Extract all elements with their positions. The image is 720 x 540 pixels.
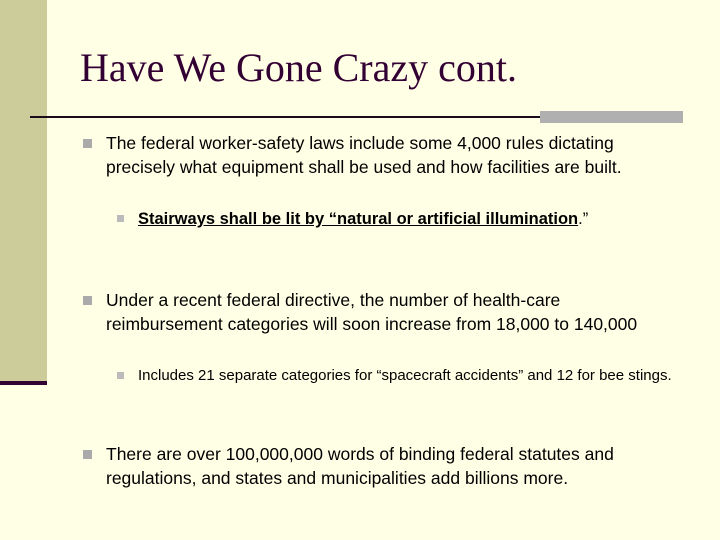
sub-bullet-tail: .” [578, 210, 589, 228]
square-bullet-icon [83, 450, 92, 459]
bullet-3 [106, 442, 706, 490]
square-bullet-icon [117, 372, 124, 379]
bullet-1 [106, 131, 646, 179]
sub-bullet-1 [138, 207, 608, 231]
square-bullet-icon [83, 296, 92, 305]
bullet-text: Under a recent federal directive, the number of health-care reimbursement categories will soon increase from 18,000 to 140,000 [106, 290, 638, 334]
sidebar-divider [0, 381, 47, 385]
sub-bullet-2 [138, 365, 678, 386]
bold-underlined-text: Stairways shall be lit by “natural or artificial illumination [138, 210, 579, 228]
bullet-text: There are over 100,000,000 words of binding federal statutes and regulations, and states and municipalities add billions more. [106, 444, 614, 488]
bullet-text: The federal worker-safety laws include some 4,000 rules dictating precisely what equipment shall be used and how facilities are built. [106, 133, 622, 177]
square-bullet-icon [83, 139, 92, 148]
slide-title: Have We Gone Crazy cont. [80, 45, 517, 90]
sidebar-accent [0, 0, 47, 381]
title-accent-bar [540, 111, 683, 123]
sub-bullet-text: Includes 21 separate categories for “spacecraft accidents” and 12 for bee stings. [138, 367, 672, 384]
square-bullet-icon [117, 215, 124, 222]
bullet-2 [106, 288, 666, 336]
